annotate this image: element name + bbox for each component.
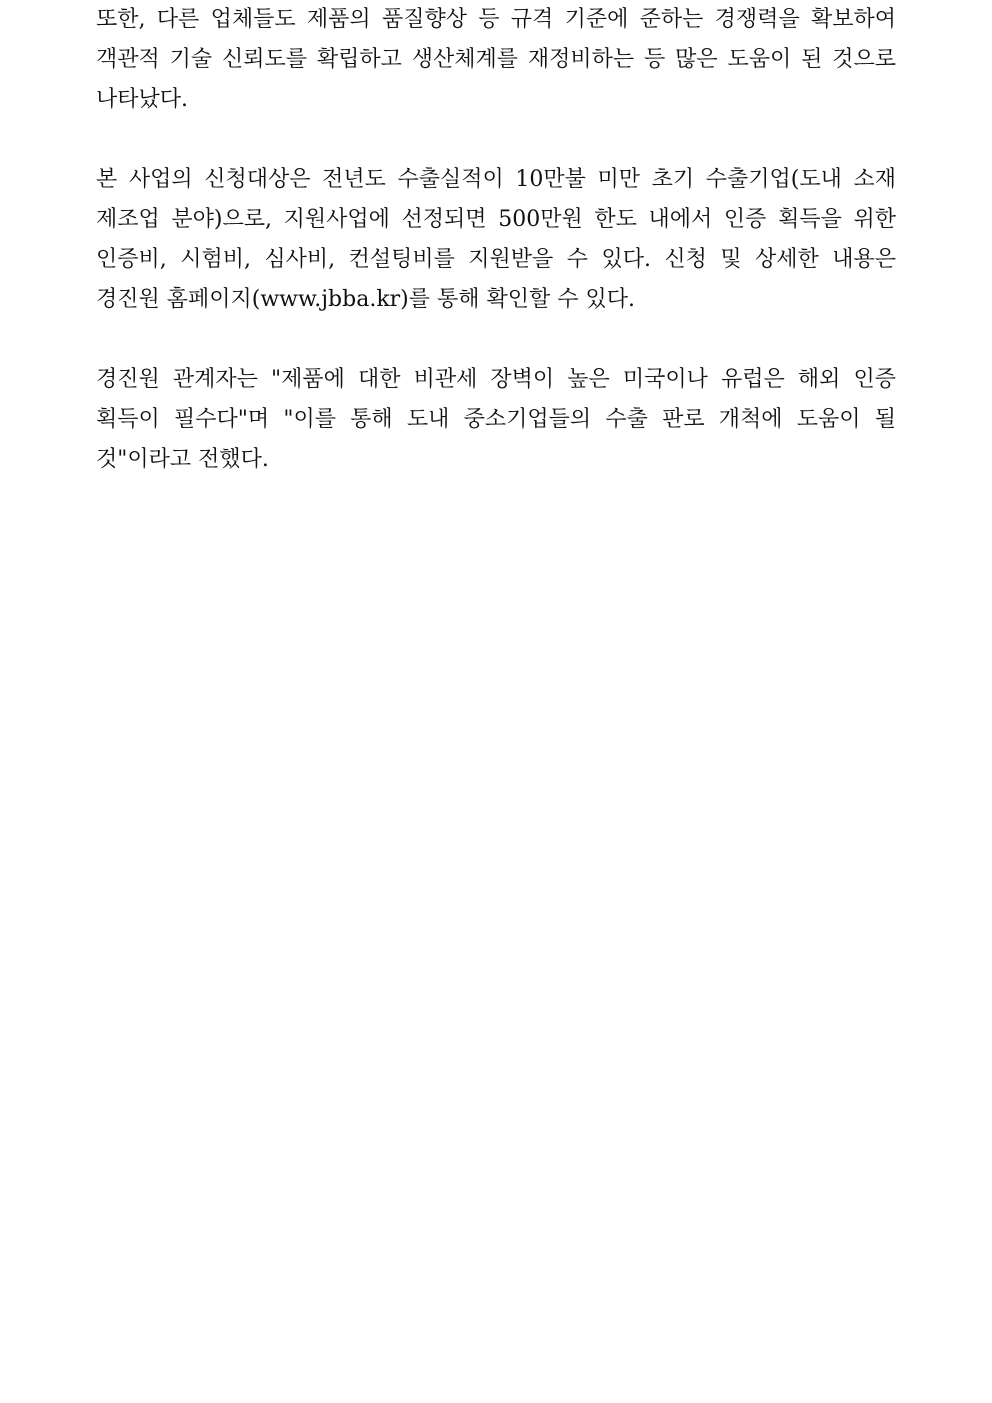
paragraph-quality-improvement: 또한, 다른 업체들도 제품의 품질향상 등 규격 기준에 준하는 경쟁력을 확보하여 객관적 기술 신뢰도를 확립하고 생산체계를 재정비하는 등 많은 도움이 된 것으로 나타났다. bbox=[96, 7, 896, 112]
paragraph-application-eligibility: 본 사업의 신청대상은 전년도 수출실적이 10만불 미만 초기 수출기업(도내 소재 제조업 분야)으로, 지원사업에 선정되면 500만원 한도 내에서 인증 획득을 위한 인증비, 시험비, 심사비, 컨설팅비를 지원받을 수 있다. 신청 및 상세한 내용은 경진원 홈페이지(www.jbba.kr)를 통해 확인할 수 있다. bbox=[96, 167, 896, 312]
paragraph-official-quote: 경진원 관계자는 "제품에 대한 비관세 장벽이 높은 미국이나 유럽은 해외 인증 획득이 필수다"며 "이를 통해 도내 중소기업들의 수출 판로 개척에 도움이 될 것"이라고 전했다. bbox=[96, 367, 896, 472]
document-page bbox=[96, 0, 896, 480]
